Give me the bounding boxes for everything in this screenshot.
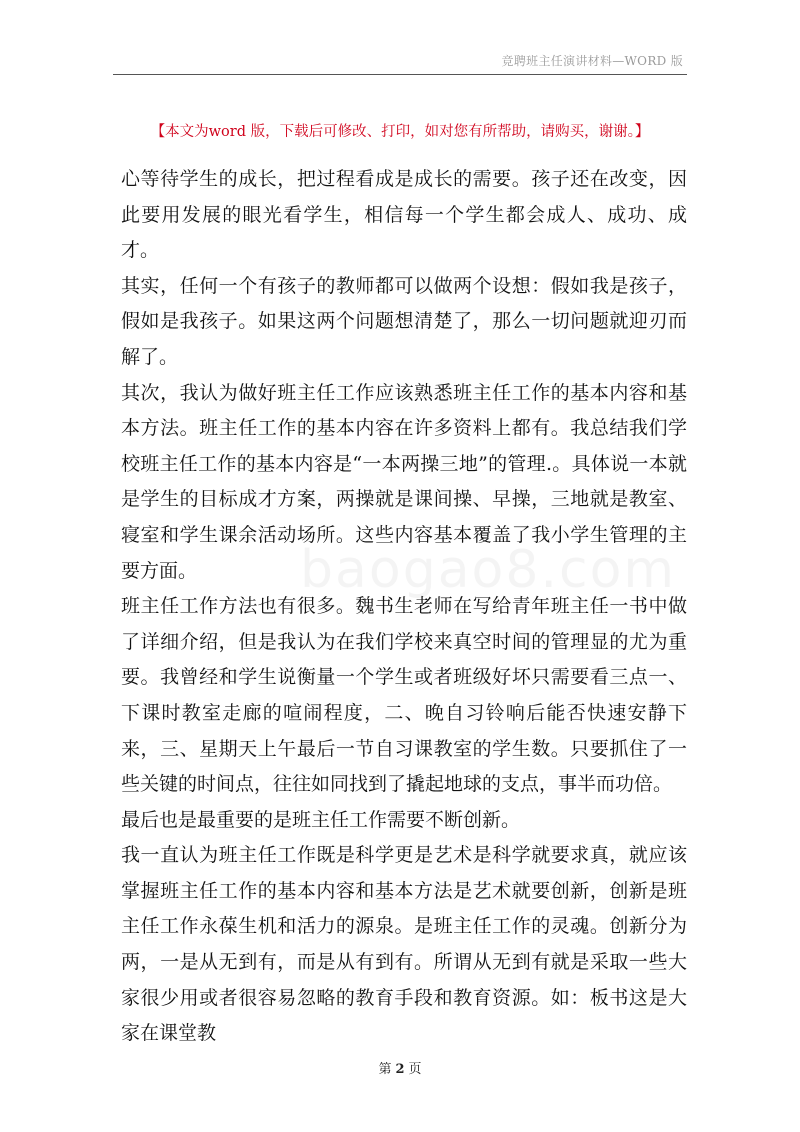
paragraph: 其实，任何一个有孩子的教师都可以做两个设想：假如我是孩子，假如是我孩子。如果这两个问题想清楚了，那么一切问题就迎刃而解了。 [121,274,687,368]
paragraph: 最后也是最重要的是班主任工作需要不断创新。 [121,808,521,831]
page-footer [0,1058,800,1077]
page-number: 2 [395,1062,405,1077]
header-divider [113,74,687,75]
footer-suffix: 页 [408,1062,422,1077]
paragraph: 其次，我认为做好班主任工作应该熟悉班主任工作的基本内容和基本方法。班主任工作的基本内容在许多资料上都有。我总结我们学校班主任工作的基本内容是“一本两操三地”的管理.。具体说一本就是学生的目标成才方案，两操就是课间操、早操，三地就是教室、寝室和学生课余活动场所。这些内容基本覆盖了我小学生管理的主要方面。 [121,381,687,582]
header-title: 竞聘班主任演讲材料—WORD 版 [501,54,683,68]
paragraph: 班主任工作方法也有很多。魏书生老师在写给青年班主任一书中做了详细介绍，但是我认为在我们学校来真空时间的管理显的尤为重要。我曾经和学生说衡量一个学生或者班级好坏只需要看三点一、下课时教室走廊的喧闹程度，二、晚自习铃响后能否快速安静下来，三、星期天上午最后一节自习课教室的学生数。只要抓住了一些关键的时间点，往往如同找到了撬起地球的支点，事半而功倍。 [121,595,687,796]
paragraph: 心等待学生的成长，把过程看成是成长的需要。孩子还在改变，因此要用发展的眼光看学生，相信每一个学生都会成人、成功、成才。 [121,168,687,262]
watermark: baogao8.com [300,540,677,600]
footer-prefix: 第 [378,1062,392,1077]
document-body [121,162,687,1052]
download-notice: 【本文为word 版，下载后可修改、打印，如对您有所帮助，请购买，谢谢。】 [150,124,650,140]
paragraph: 我一直认为班主任工作既是科学更是艺术是科学就要求真，就应该掌握班主任工作的基本内容和基本方法是艺术就要创新，创新是班主任工作永葆生机和活力的源泉。是班主任工作的灵魂。创新分为两，一是从无到有，而是从有到有。所谓从无到有就是采取一些大家很少用或者很容易忽略的教育手段和教育资源。如：板书这是大家在课堂教 [121,844,687,1045]
